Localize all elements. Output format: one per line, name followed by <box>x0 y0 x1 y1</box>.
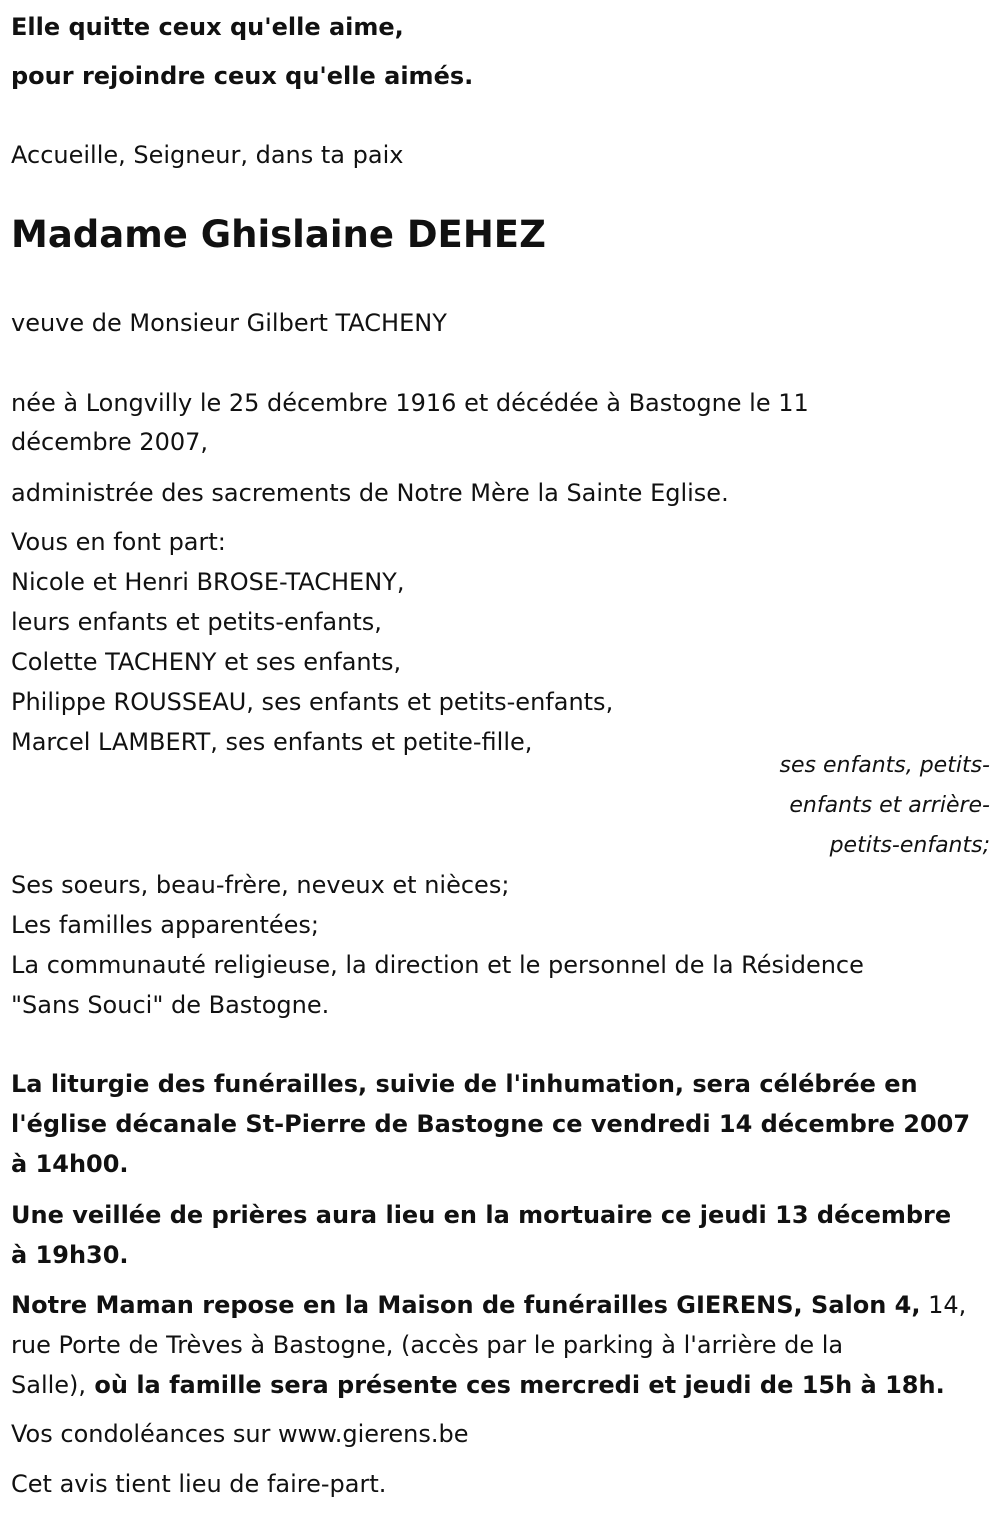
others-line: Les familles apparentées; <box>11 911 320 939</box>
rest-bold-1: Notre Maman repose en la Maison de funérailles GIERENS, Salon 4, <box>11 1291 921 1319</box>
family-line: Marcel LAMBERT, ses enfants et petite-fille, <box>11 728 533 756</box>
rest-bold-3: où la famille sera présente ces mercredi et jeudi de 15h à 18h. <box>86 1371 945 1399</box>
others-line: Ses soeurs, beau-frère, neveux et nièces; <box>11 871 510 899</box>
others-line: La communauté religieuse, la direction et le personnel de la Résidence <box>11 951 864 979</box>
epigraph-line-2: pour rejoindre ceux qu'elle aimés. <box>11 62 474 90</box>
birth-death-line-2: décembre 2007, <box>11 428 209 456</box>
side-note-line: enfants et arrière- <box>789 793 990 818</box>
family-line: Philippe ROUSSEAU, ses enfants et petits-enfants, <box>11 688 614 716</box>
family-line: leurs enfants et petits-enfants, <box>11 608 382 636</box>
deceased-name: Madame Ghislaine DEHEZ <box>11 213 546 256</box>
epigraph-line-1: Elle quitte ceux qu'elle aime, <box>11 13 404 41</box>
sacraments-text: administrée des sacrements de Notre Mère la Sainte Eglise. <box>11 479 729 507</box>
condolences-text: Vos condoléances sur www.gierens.be <box>11 1420 469 1448</box>
vigil-line-2: à 19h30. <box>11 1241 129 1269</box>
vigil-line-1: Une veillée de prières aura lieu en la mortuaire ce jeudi 13 décembre <box>11 1201 952 1229</box>
side-note-line: petits-enfants; <box>829 833 990 858</box>
funeral-line-2: l'église décanale St-Pierre de Bastogne ce vendredi 14 décembre 2007 <box>11 1110 971 1138</box>
rest-line-2: rue Porte de Trèves à Bastogne, (accès par le parking à l'arrière de la <box>11 1331 844 1359</box>
family-line: Colette TACHENY et ses enfants, <box>11 648 402 676</box>
rest-normal-1: 14, <box>920 1291 967 1319</box>
rest-line-1 <box>11 1290 966 1320</box>
announcers-intro: Vous en font part: <box>11 528 226 556</box>
prayer-text: Accueille, Seigneur, dans ta paix <box>11 141 404 169</box>
funeral-line-1: La liturgie des funérailles, suivie de l'inhumation, sera célébrée en <box>11 1070 918 1098</box>
others-line: "Sans Souci" de Bastogne. <box>11 991 330 1019</box>
rest-normal-3: Salle), <box>11 1371 87 1399</box>
family-line: Nicole et Henri BROSE-TACHENY, <box>11 568 405 596</box>
rest-line-3 <box>11 1370 945 1400</box>
funeral-line-3: à 14h00. <box>11 1150 129 1178</box>
side-note-line: ses enfants, petits- <box>779 753 990 778</box>
closing-text: Cet avis tient lieu de faire-part. <box>11 1470 387 1498</box>
birth-death-line-1: née à Longvilly le 25 décembre 1916 et décédée à Bastogne le 11 <box>11 389 809 417</box>
widow-of: veuve de Monsieur Gilbert TACHENY <box>11 309 447 337</box>
